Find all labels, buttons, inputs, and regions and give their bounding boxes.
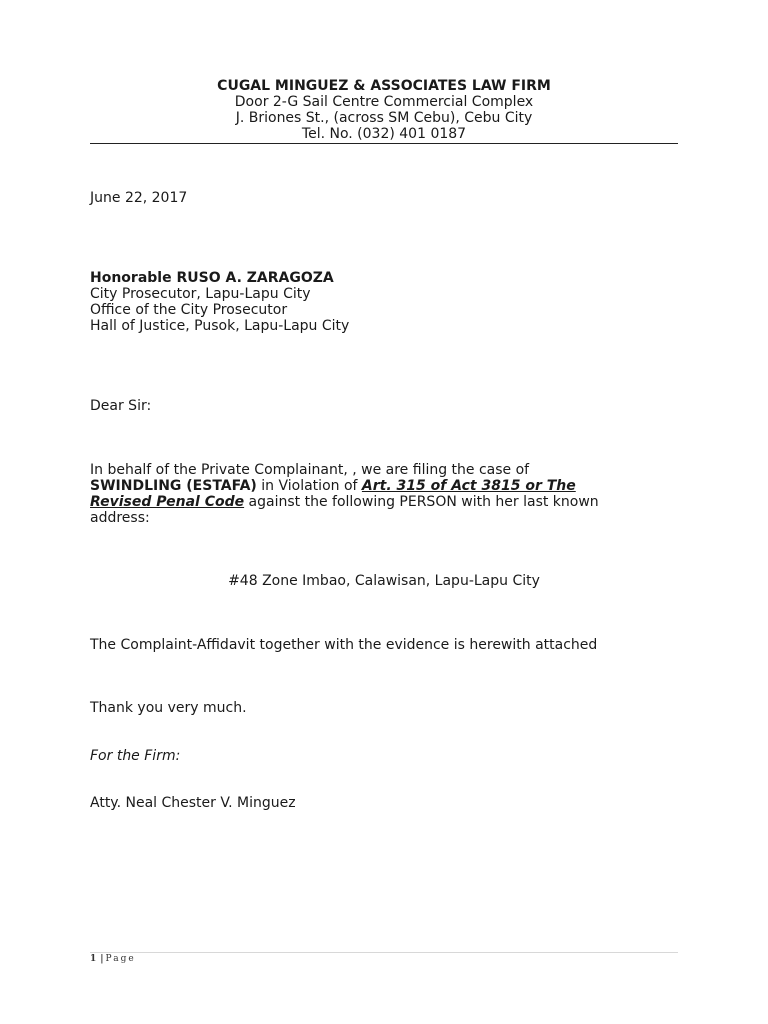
body-intro: In behalf of the Private Complainant, , we are filing the case of xyxy=(90,462,530,478)
page-label: Page xyxy=(105,954,136,964)
letter-date: June 22, 2017 xyxy=(90,190,188,206)
law-reference-part1: Art. 315 of Act 3815 or The xyxy=(361,478,576,494)
page-footer xyxy=(90,954,136,964)
body-charge-line xyxy=(90,478,690,494)
respondent-address: #48 Zone Imbao, Calawisan, Lapu-Lapu City xyxy=(228,573,540,589)
body-law-line xyxy=(90,494,690,510)
for-the-firm: For the Firm: xyxy=(90,748,181,764)
attachment-note: The Complaint-Affidavit together with the evidence is herewith attached xyxy=(90,637,598,653)
firm-address-line1: Door 2-G Sail Centre Commercial Complex xyxy=(234,94,534,110)
letterhead xyxy=(90,78,678,142)
salutation: Dear Sir: xyxy=(90,398,152,414)
charge-name: SWINDLING (ESTAFA) xyxy=(90,478,257,494)
page-separator: | xyxy=(100,954,104,964)
firm-address-line2: J. Briones St., (across SM Cebu), Cebu City xyxy=(235,110,533,126)
addressee-name-line xyxy=(90,270,349,286)
firm-name: CUGAL MINGUEZ & ASSOCIATES LAW FIRM xyxy=(217,78,551,94)
body-paragraph xyxy=(90,462,690,526)
addressee-office: Office of the City Prosecutor xyxy=(90,302,288,318)
addressee-title: City Prosecutor, Lapu-Lapu City xyxy=(90,286,311,302)
addressee-block xyxy=(90,270,349,334)
signatory-name: Atty. Neal Chester V. Minguez xyxy=(90,795,296,811)
law-reference-part2: Revised Penal Code xyxy=(90,494,245,510)
addressee-prefix: Honorable xyxy=(90,270,177,286)
thanks-line: Thank you very much. xyxy=(90,700,247,716)
letterhead-divider xyxy=(90,143,678,144)
address-word: address: xyxy=(90,510,150,526)
page-number: 1 xyxy=(90,954,99,964)
addressee-location: Hall of Justice, Pusok, Lapu-Lapu City xyxy=(90,318,350,334)
firm-telephone: Tel. No. (032) 401 0187 xyxy=(301,126,467,142)
against-text: against the following PERSON with her last known xyxy=(244,494,599,510)
footer-divider xyxy=(90,952,678,953)
violation-text: in Violation of xyxy=(256,478,362,494)
addressee-name: RUSO A. ZARAGOZA xyxy=(176,270,334,286)
